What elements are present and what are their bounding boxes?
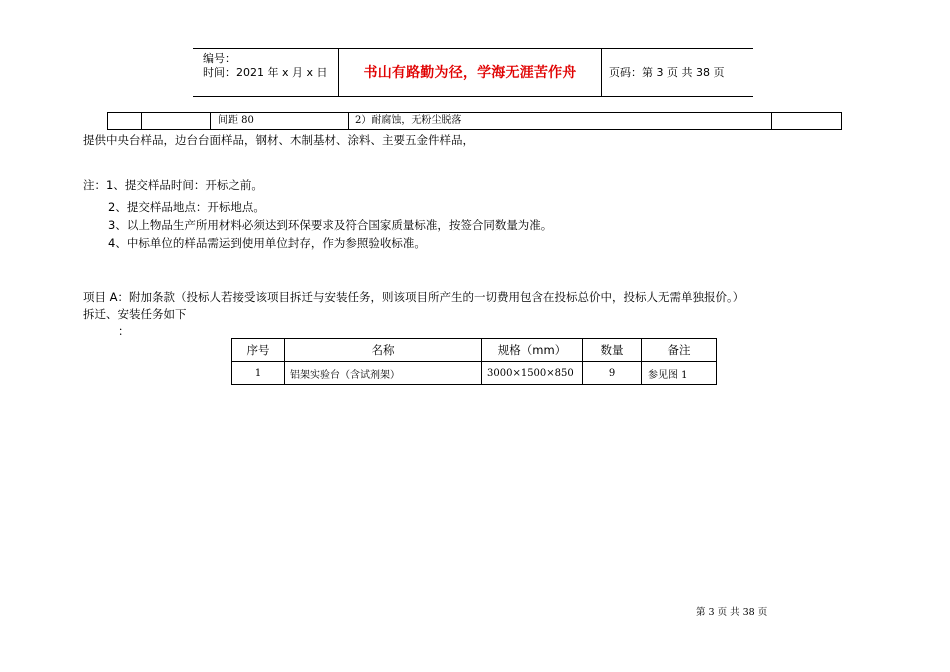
cell-remark: 参见图 1 (642, 362, 717, 385)
cell-name: 铝架实验台（含试剂架） (285, 362, 482, 385)
item-a-colon: ： (118, 324, 130, 338)
cell-divider (348, 113, 349, 129)
tasks-table (231, 338, 717, 385)
cell-divider (141, 113, 142, 129)
footer-page-number: 第 3 页 共 38 页 (696, 607, 768, 618)
col-header-quantity: 数量 (583, 339, 642, 362)
header-divider-right (601, 48, 602, 96)
cell-index: 1 (232, 362, 285, 385)
col-header-remark: 备注 (642, 339, 717, 362)
cell-divider (771, 113, 772, 129)
col-header-name: 名称 (285, 339, 482, 362)
header-bottom-rule (193, 96, 753, 97)
row-cell-spacing: 间距 80 (218, 115, 254, 126)
header-number-label: 编号： (203, 52, 236, 65)
samples-paragraph: 提供中央台样品，边台台面样品，钢材、木制基材、涂料、主要五金件样品， (83, 133, 474, 147)
note-3: 3、以上物品生产所用材料必须达到环保要求及符合国家质量标准，按签合同数量为准。 (108, 218, 553, 232)
header-page-label: 页码：第 3 页 共 38 页 (609, 66, 725, 79)
col-header-spec: 规格（mm） (482, 339, 583, 362)
note-1: 注：1、提交样品时间：开标之前。 (83, 178, 263, 192)
col-header-index: 序号 (232, 339, 285, 362)
item-a-continuation: 拆迁、安装任务如下 (83, 307, 187, 321)
table-header-row (232, 339, 717, 362)
table-row (232, 362, 717, 385)
cell-divider (210, 113, 211, 129)
header-motto: 书山有路勤为径，学海无涯苦作舟 (363, 65, 577, 81)
note-4: 4、中标单位的样品需运到使用单位封存，作为参照验收标准。 (108, 236, 426, 250)
row-cell-requirement: 2）耐腐蚀，无粉尘脱落 (355, 115, 462, 126)
item-a-paragraph: 项目 A：附加条款（投标人若接受该项目拆迁与安装任务，则该项目所产生的一切费用包含在投标总价中，投标人无需单独报价。） (83, 290, 745, 304)
cell-spec: 3000×1500×850 (482, 362, 583, 385)
note-2: 2、提交样品地点：开标地点。 (108, 200, 265, 214)
spec-table-row (107, 112, 842, 130)
cell-quantity: 9 (583, 362, 642, 385)
header-time-label: 时间：2021 年 x 月 x 日 (203, 66, 328, 79)
